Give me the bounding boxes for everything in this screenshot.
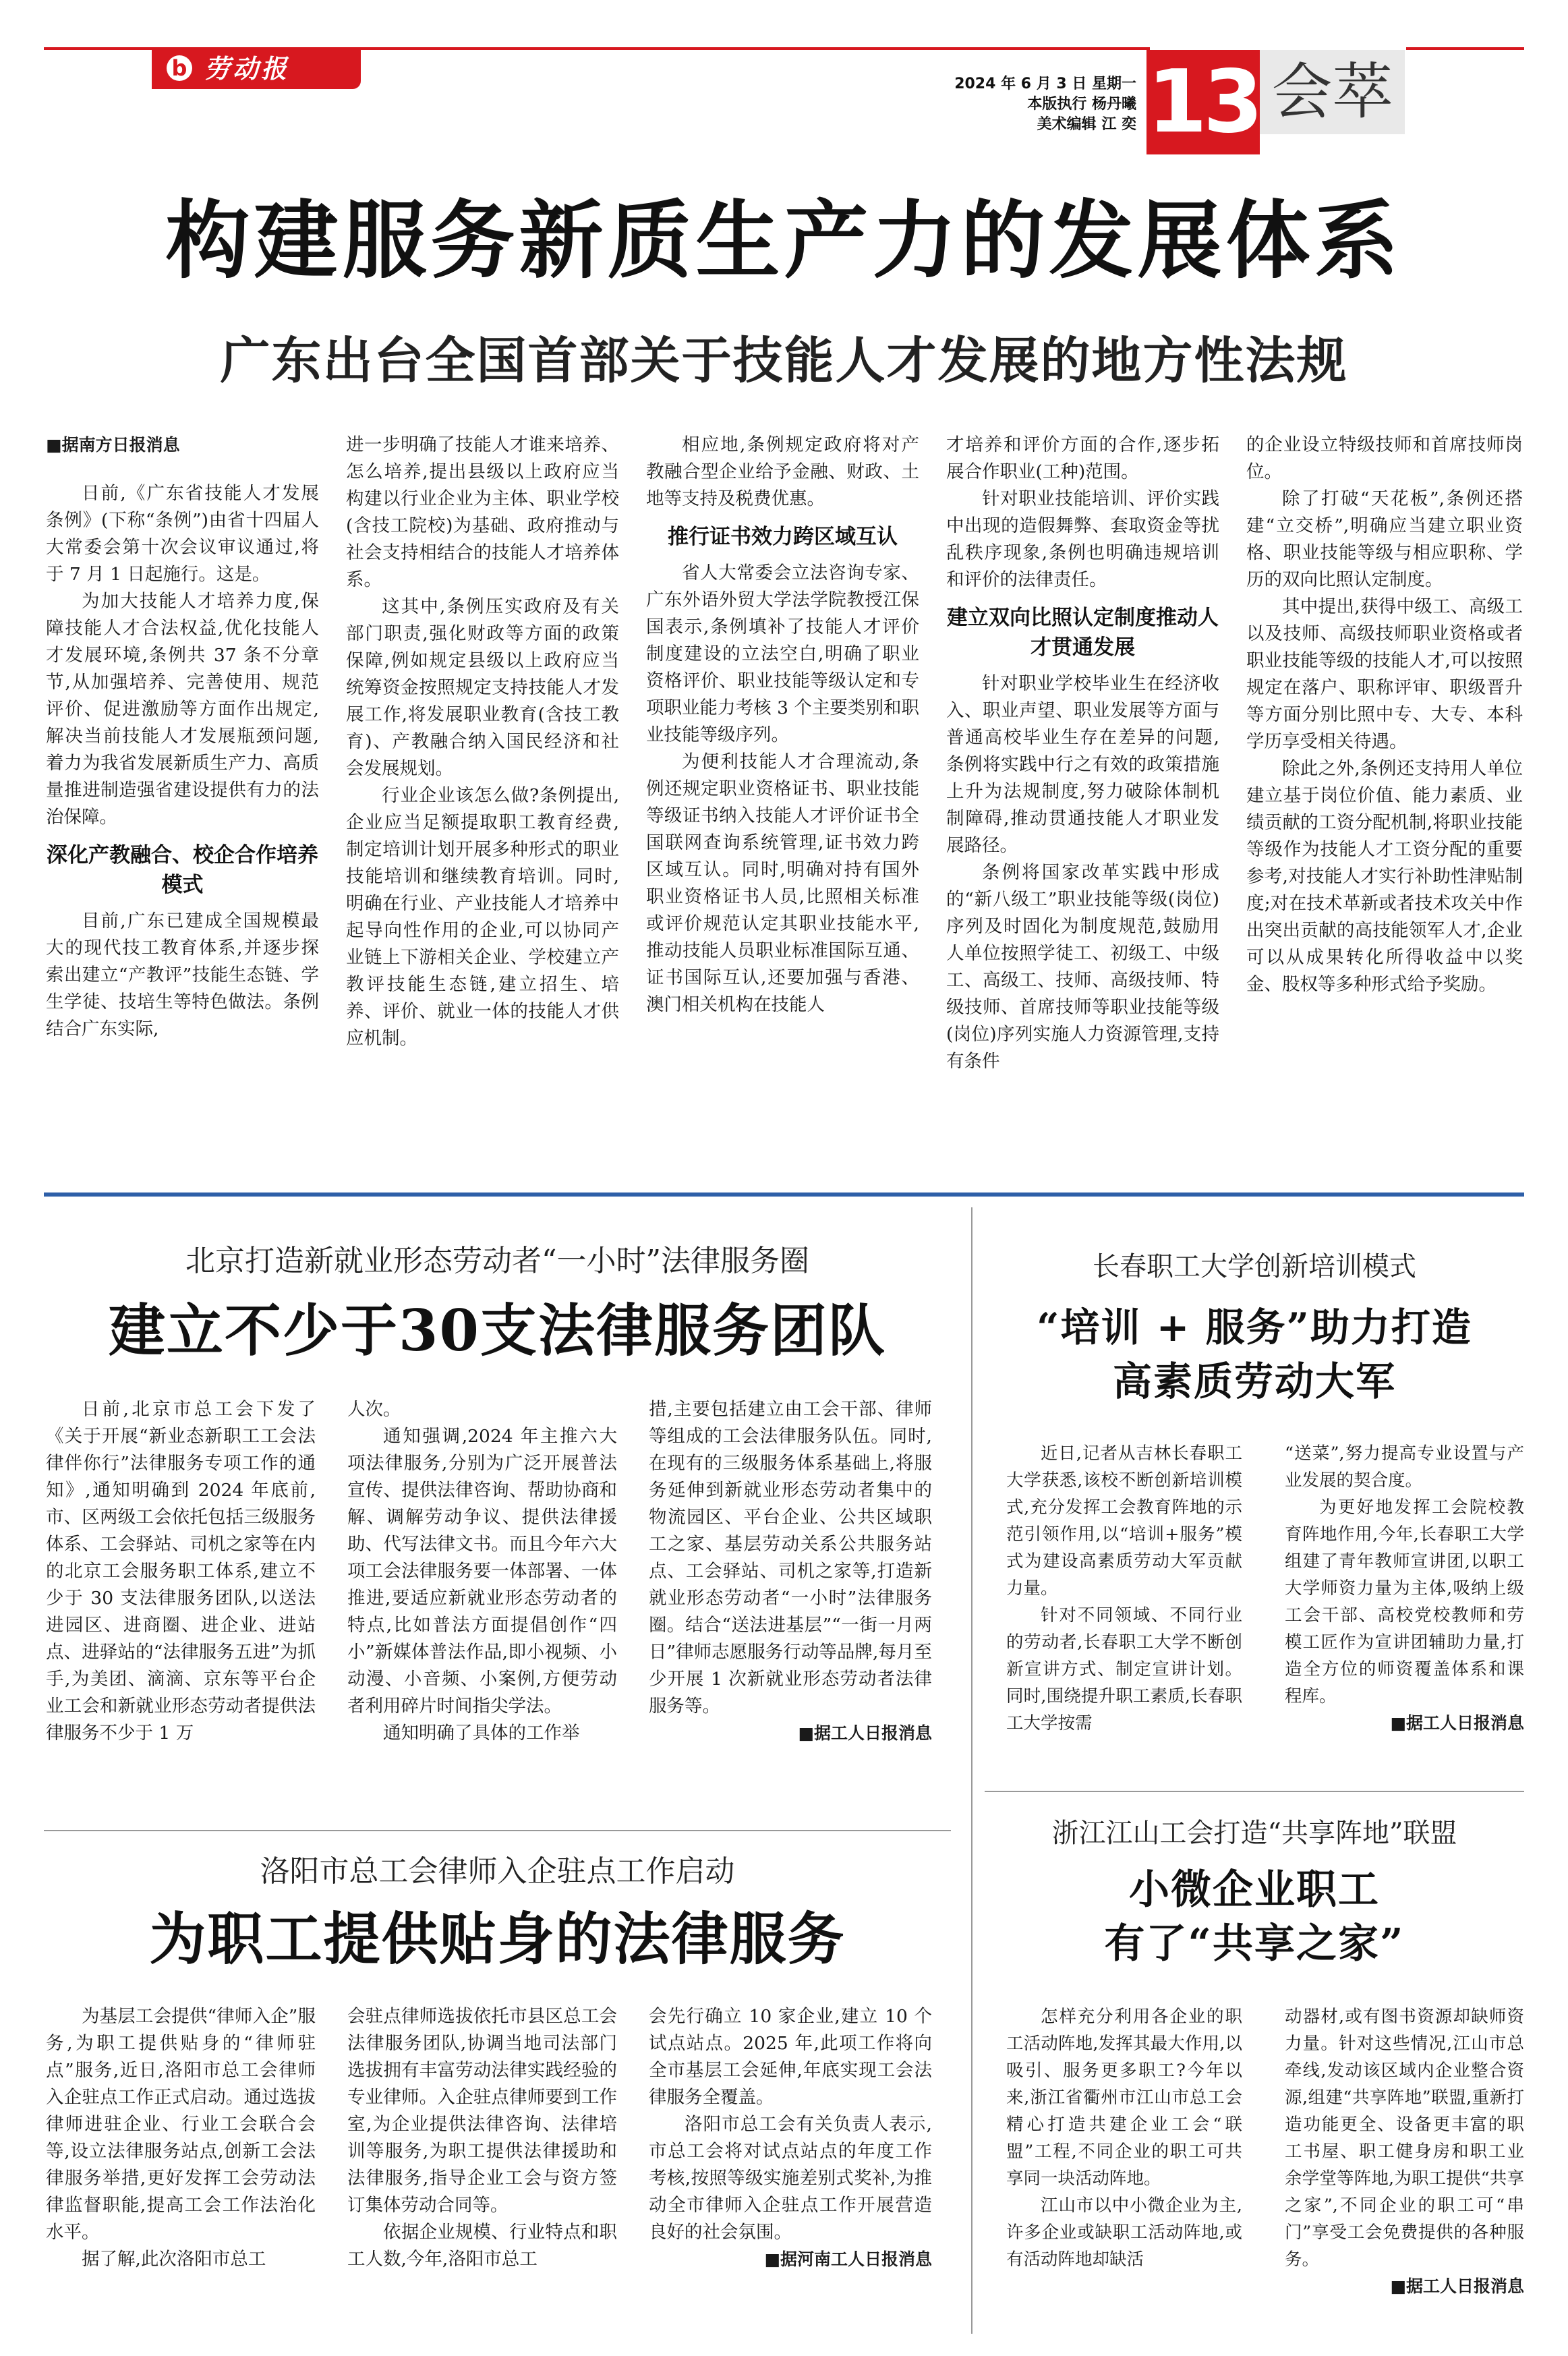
- luoyang-headline: 为职工提供贴身的法律服务: [149, 1905, 846, 1972]
- luoyang-paragraph: 洛阳市总工会有关负责人表示,市总工会将对试点站点的年度工作考核,按照等级实施差别式奖补,为推动全市律师入企驻点工作开展营造良好的社会氛围。: [649, 2114, 932, 2243]
- beijing-paragraph: 人次。: [347, 1399, 401, 1420]
- section-name: 会萃: [1271, 57, 1393, 127]
- changchun-paragraph: 针对不同领域、不同行业的劳动者,长春职工大学不断创新宣讲方式、制定宣讲计划。同时,围绕提升职工素质,长春职工大学按需: [1006, 1605, 1242, 1733]
- jiangshan-paragraph: 动器材,或有图书资源却缺师资力量。针对这些情况,江山市总牵线,发动该区域内企业整合资源,组建“共享阵地”联盟,重新打造功能更全、设备更丰富的职工书屋、职工健身房和职工业余学堂等阵地,为职工提供“共享之家”,不同企业的职工可“串门”享受工会免费提供的各种服务。: [1285, 2007, 1524, 2270]
- lead-column-3: [646, 432, 919, 1018]
- lead-paragraph: 才培养和评价方面的合作,逐步拓展合作职业(工种)范围。: [946, 434, 1219, 482]
- issue-meta: [941, 74, 1136, 135]
- top-rule-right: [1406, 47, 1524, 50]
- beijing-headline: 建立不少于30支法律服务团队: [109, 1297, 886, 1364]
- logo-badge: [152, 49, 361, 89]
- lead-subhead-3: 建立双向比照认定制度推动人才贯通发展: [947, 606, 1219, 660]
- vertical-divider: [971, 1207, 972, 2334]
- changchun-kicker: 长春职工大学创新培训模式: [1093, 1251, 1416, 1282]
- lead-subhead-1: 深化产教融合、校企合作培养模式: [47, 843, 318, 897]
- luoyang-kicker: 洛阳市总工会律师入企驻点工作启动: [260, 1854, 735, 1889]
- lead-paragraph: 省人大常委会立法咨询专家、广东外语外贸大学法学院教授江保国表示,条例填补了技能人才评价制度建设的立法空白,明确了职业资格评价、职业技能等级认定和专项职业能力考核 3 个主要类别和职业技能等级序列。: [646, 563, 919, 745]
- changchun-headline-line2: 高素质劳动大军: [1112, 1358, 1396, 1404]
- lead-source: ■据南方日报消息: [46, 435, 180, 455]
- logo-name: 劳动报: [204, 53, 290, 84]
- beijing-paragraph: 日前,北京市总工会下发了《关于开展“新业态新职工工会法律伴你行”法律服务专项工作的通知》,通知明确到 2024 年底前,市、区两级工会依托包括三级服务体系、工会驿站、司机之家等在内的北京工会服务职工体系,建立不少于 30 支法律服务团队,以送法进园区、进商圈、进企业、进站点、进驿站的“法律服务五进”为抓手,为美团、滴滴、京东等平台企业工会和新就业形态劳动者提供法律服务不少于 1 万: [46, 1399, 316, 1744]
- luoyang-paragraph: 会先行确立 10 家企业,建立 10 个试点站点。2025 年,此项工作将向全市基层工会延伸,年底实现工会法律服务全覆盖。: [649, 2006, 932, 2108]
- lead-paragraph: 的企业设立特级技师和首席技师岗位。: [1246, 434, 1523, 482]
- luoyang-paragraph: 为基层工会提供“律师入企”服务,为职工提供贴身的“律师驻点”服务,近日,洛阳市总工会律师入企驻点工作正式启动。通过选拔律师进驻企业、行业工会联合会等,设立法律服务站点,创新工会法律服务举措,更好发挥工会劳动法律监督职能,提高工会工作法治化水平。: [46, 2006, 316, 2243]
- beijing-paragraph: 措,主要包括建立由工会干部、律师等组成的工会法律服务队伍。同时,在现有的三级服务体系基础上,将服务延伸到新就业形态劳动者集中的物流园区、平台企业、公共区域职工之家、基层劳动关系公共服务站点、工会驿站、司机之家等,打造新就业形态劳动者“一小时”法律服务圈。结合“送法进基层”“一街一月两日”律师志愿服务行动等品牌,每月至少开展 1 次新就业形态劳动者法律服务等。: [649, 1399, 932, 1717]
- lead-paragraph: 为加大技能人才培养力度,保障技能人才合法权益,优化技能人才发展环境,条例共 37 条不分章节,从加强培养、完善使用、规范评价、促进激励等方面作出规定,解决当前技能人才发展瓶颈问题,着力为我省发展新质生产力、高质量推进制造强省建设提供有力的法治保障。: [46, 591, 319, 828]
- lead-paragraph: 相应地,条例规定政府将对产教融合型企业给予金融、财政、土地等支持及税费优惠。: [646, 434, 919, 509]
- luoyang-column-1: [46, 2003, 316, 2273]
- beijing-luoyang-divider: [44, 1830, 951, 1831]
- page-number-box: [1146, 50, 1260, 154]
- lead-paragraph: 这其中,条例压实政府及有关部门职责,强化财政等方面的政策保障,例如规定县级以上政府应当统筹资金按照规定支持技能人才发展工作,将发展职业教育(含技工教育)、产教融合纳入国民经济和社会发展规划。: [346, 596, 619, 779]
- luoyang-source: ■据河南工人日报消息: [764, 2249, 932, 2269]
- changchun-paragraph: 近日,记者从吉林长春职工大学获悉,该校不断创新培训模式,充分发挥工会教育阵地的示范引领作用,以“培训+服务”模式为建设高素质劳动大军贡献力量。: [1006, 1443, 1242, 1599]
- beijing-column-1: [46, 1396, 316, 1747]
- lead-paragraph: 条例将国家改革实践中形成的“新八级工”职业技能等级(岗位)序列及时固化为制度规范,鼓励用人单位按照学徒工、初级工、中级工、高级工、技师、高级技师、特级技师、首席技师等职业技能等级(岗位)序列实施人力资源管理,支持有条件: [946, 862, 1219, 1072]
- jiangshan-headline-line1: 小微企业职工: [1129, 1866, 1380, 1914]
- lead-paragraph: 除此之外,条例还支持用人单位建立基于岗位价值、能力素质、业绩贡献的工资分配机制,将职业技能等级作为技能人才工资分配的重要参考,对技能人才实行补助性津贴制度;对在技术革新或者技术攻关中作出突出贡献的高技能领军人才,企业可以从成果转化所得收益中以奖金、股权等多种形式给予奖励。: [1246, 758, 1523, 995]
- lead-paragraph: 为便利技能人才合理流动,条例还规定职业资格证书、职业技能等级证书纳入技能人才评价证书全国联网查询系统管理,证书效力跨区域互认。同时,明确对持有国外职业资格证书人员,比照相关标准或评价规范认定其职业技能水平,推动技能人员职业标准国际互通、证书国际互认,还要加强与香港、澳门相关机构在技能人: [646, 751, 919, 1015]
- luoyang-paragraph: 依据企业规模、行业特点和职工人数,今年,洛阳市总工: [347, 2222, 617, 2270]
- lead-paragraph: 其中提出,获得中级工、高级工以及技师、高级技师职业资格或者职业技能等级的技能人才,可以按照规定在落户、职称评审、职级晋升等方面分别比照中专、大专、本科学历享受相关待遇。: [1246, 596, 1523, 752]
- section-divider: [44, 1193, 1524, 1197]
- logo-mark: b: [167, 55, 192, 81]
- beijing-paragraph: 通知强调,2024 年主推六大项法律服务,分别为广泛开展普法宣传、提供法律咨询、帮助协商和解、调解劳动争议、提供法律援助、代写法律文书。而且今年六大项工会法律服务要一体部署、一体推进,要适应新就业形态劳动者的特点,比如普法方面提倡创作“四小”新媒体普法作品,即小视频、小动漫、小音频、小案例,方便劳动者利用碎片时间指尖学法。: [347, 1426, 617, 1717]
- changchun-column-2: [1285, 1440, 1524, 1737]
- changchun-paragraph: “送菜”,努力提高专业设置与产业发展的契合度。: [1285, 1443, 1524, 1491]
- changchun-paragraph: 为更好地发挥工会院校教育阵地作用,今年,长春职工大学组建了青年教师宣讲团,以职工大学师资力量为主体,吸纳上级工会干部、高校党校教师和劳模工匠作为宣讲团辅助力量,打造全方位的师资覆盖体系和课程库。: [1285, 1497, 1524, 1706]
- issue-art-editor: 美术编辑 江 奕: [1037, 116, 1136, 133]
- lead-column-5: [1246, 432, 1523, 998]
- jiangshan-paragraph: 江山市以中小微企业为主,许多企业或缺职工活动阵地,或有活动阵地却缺活: [1006, 2195, 1242, 2270]
- lead-paragraph: 针对职业学校毕业生在经济收入、职业声望、职业发展等方面与普通高校毕业生存在差异的问题,条例将实践中行之有效的政策措施上升为法规制度,努力破除体制机制障碍,推动贯通技能人才职业发展路径。: [946, 673, 1219, 856]
- lead-column-4: [946, 432, 1219, 1075]
- beijing-column-3: [649, 1396, 932, 1747]
- lead-column-2: [346, 432, 619, 1052]
- lead-paragraph: 日前,《广东省技能人才发展条例》(下称“条例”)由省十四届人大常委会第十次会议审议通过,将于 7 月 1 日起施行。这是。: [46, 483, 319, 585]
- section-box: [1260, 50, 1405, 134]
- lead-paragraph: 行业企业该怎么做?条例提出,企业应当足额提取职工教育经费,制定培训计划开展多种形式的职业技能培训和继续教育培训。同时,明确在行业、产业技能人才培养中起导向性作用的企业,可以协同产业链上下游相关企业、学校建立产教评技能生态链,建立招生、培养、评价、就业一体的技能人才供应机制。: [346, 785, 619, 1049]
- changchun-jiangshan-divider: [985, 1791, 1524, 1792]
- beijing-source: ■据工人日报消息: [798, 1723, 932, 1743]
- changchun-headline-line1: “培训 + 服务”助力打造: [1037, 1304, 1472, 1350]
- changchun-source: ■据工人日报消息: [1390, 1713, 1524, 1733]
- luoyang-paragraph: 会驻点律师选拔依托市县区总工会法律服务团队,协调当地司法部门选拔拥有丰富劳动法律实践经验的专业律师。入企驻点律师要到工作室,为企业提供法律咨询、法律培训等服务,为职工提供法律援助和法律服务,指导企业工会与资方签订集体劳动合同等。: [347, 2006, 617, 2216]
- beijing-paragraph: 通知明确了具体的工作举: [383, 1723, 580, 1744]
- jiangshan-headline-line2: 有了“共享之家”: [1104, 1920, 1405, 1967]
- lead-subhead-2: 推行证书效力跨区域互认: [668, 525, 898, 549]
- changchun-column-1: [1006, 1440, 1242, 1737]
- jiangshan-column-2: [1285, 2003, 1524, 2300]
- lead-column-1: [46, 432, 319, 1043]
- jiangshan-paragraph: 怎样充分利用各企业的职工活动阵地,发挥其最大作用,以吸引、服务更多职工?今年以来,浙江省衢州市江山市总工会精心打造共建企业工会“联盟”工程,不同企业的职工可共享同一块活动阵地。: [1006, 2007, 1242, 2189]
- lead-subheadline: 广东出台全国首部关于技能人才发展的地方性法规: [220, 332, 1348, 390]
- lead-headline: 构建服务新质生产力的发展体系: [165, 192, 1403, 290]
- jiangshan-source: ■据工人日报消息: [1390, 2276, 1524, 2296]
- luoyang-column-3: [649, 2003, 932, 2273]
- lead-paragraph: 进一步明确了技能人才谁来培养、怎么培养,提出县级以上政府应当构建以行业企业为主体、职业学校(含技工院校)为基础、政府推动与社会支持相结合的技能人才培养体系。: [346, 434, 619, 590]
- luoyang-column-2: [347, 2003, 617, 2273]
- beijing-kicker: 北京打造新就业形态劳动者“一小时”法律服务圈: [185, 1244, 809, 1278]
- jiangshan-column-1: [1006, 2003, 1242, 2273]
- page-number: 13: [1146, 52, 1260, 152]
- lead-paragraph: 除了打破“天花板”,条例还搭建“立交桥”,明确应当建立职业资格、职业技能等级与相应职称、学历的双向比照认定制度。: [1246, 488, 1523, 590]
- jiangshan-kicker: 浙江江山工会打造“共享阵地”联盟: [1051, 1818, 1457, 1849]
- luoyang-paragraph: 据了解,此次洛阳市总工: [82, 2249, 266, 2270]
- lead-paragraph: 目前,广东已建成全国规模最大的现代技工教育体系,并逐步探索出建立“产教评”技能生态链、学生学徒、技培生等特色做法。条例结合广东实际,: [46, 911, 319, 1039]
- issue-date: 2024 年 6 月 3 日 星期一: [954, 76, 1136, 92]
- beijing-column-2: [347, 1396, 617, 1747]
- issue-editor: 本版执行 杨丹曦: [1027, 96, 1136, 113]
- lead-paragraph: 针对职业技能培训、评价实践中出现的造假舞弊、套取资金等扰乱秩序现象,条例也明确违规培训和评价的法律责任。: [946, 488, 1219, 590]
